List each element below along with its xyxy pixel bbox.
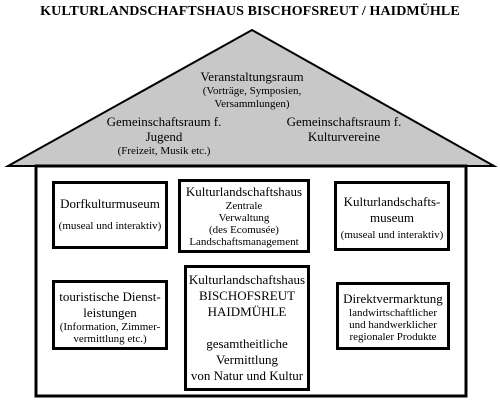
verwaltung-l1: Zentrale	[225, 200, 263, 212]
veranstaltungsraum-heading: Veranstaltungsraum	[200, 69, 304, 84]
center-l3: HAIDMÜHLE	[207, 304, 287, 319]
direktvermarktung-title: Direktvermarktung	[343, 291, 443, 306]
center-l4: gesamtheitliche	[206, 336, 288, 351]
center-l1: Kulturlandschaftshaus	[188, 272, 306, 287]
box-dorfkulturmuseum	[52, 181, 168, 249]
kulturlandschaftsmuseum-sub: (museal und interaktiv)	[340, 229, 444, 241]
center-l6: von Natur und Kultur	[190, 368, 304, 383]
kulturvereine-line2: Kulturvereine	[307, 128, 381, 144]
verwaltung-l2: Verwaltung	[218, 212, 270, 224]
jugend-line2: Jugend	[145, 128, 183, 144]
direktvermarktung-sub1: landwirtschaftlicher	[349, 307, 437, 319]
direktvermarktung-sub2: und handwerklicher	[349, 319, 437, 331]
dorfkulturmuseum-title: Dorfkulturmuseum	[60, 196, 160, 211]
center-l2: BISCHOFSREUT	[198, 288, 296, 303]
box-center	[184, 265, 310, 391]
kulturlandschaftsmuseum-title1: Kulturlandschafts-	[343, 194, 441, 209]
touristische-title1: touristische Dienst-	[59, 289, 161, 304]
box-verwaltung	[178, 179, 310, 253]
touristische-sub1: (Information, Zimmer-	[59, 321, 161, 333]
center-l5: Vermittlung	[215, 352, 279, 367]
jugend-line3: (Freizeit, Musik etc.)	[117, 144, 211, 157]
jugend-line1: Gemeinschaftsraum f.	[106, 114, 222, 129]
box-kulturlandschaftsmuseum	[334, 181, 450, 251]
diagram-title: KULTURLANDSCHAFTSHAUS BISCHOFSREUT / HAIDMÜHLE	[40, 4, 460, 19]
verwaltung-l4: Landschaftsmanagement	[189, 236, 299, 248]
touristische-title2: leistungen	[83, 305, 137, 320]
veranstaltungsraum-line1: (Vorträge, Symposien,	[202, 84, 302, 97]
dorfkulturmuseum-sub: (museal und interaktiv)	[58, 220, 162, 232]
roof-left-label	[84, 115, 244, 158]
box-touristische	[52, 280, 168, 350]
roof-top-label	[170, 70, 334, 110]
verwaltung-l3: (des Ecomusée)	[209, 224, 279, 236]
roof-right-label	[264, 115, 424, 145]
verwaltung-title: Kulturlandschaftshaus	[185, 184, 303, 199]
veranstaltungsraum-line2: Versammlungen)	[214, 97, 290, 110]
kulturvereine-line1: Gemeinschaftsraum f.	[286, 114, 402, 129]
kulturlandschaftsmuseum-title2: museum	[369, 210, 415, 225]
touristische-sub2: vermittlung etc.)	[73, 333, 147, 345]
direktvermarktung-sub3: regionaler Produkte	[349, 331, 437, 343]
box-direktvermarktung	[336, 282, 450, 350]
